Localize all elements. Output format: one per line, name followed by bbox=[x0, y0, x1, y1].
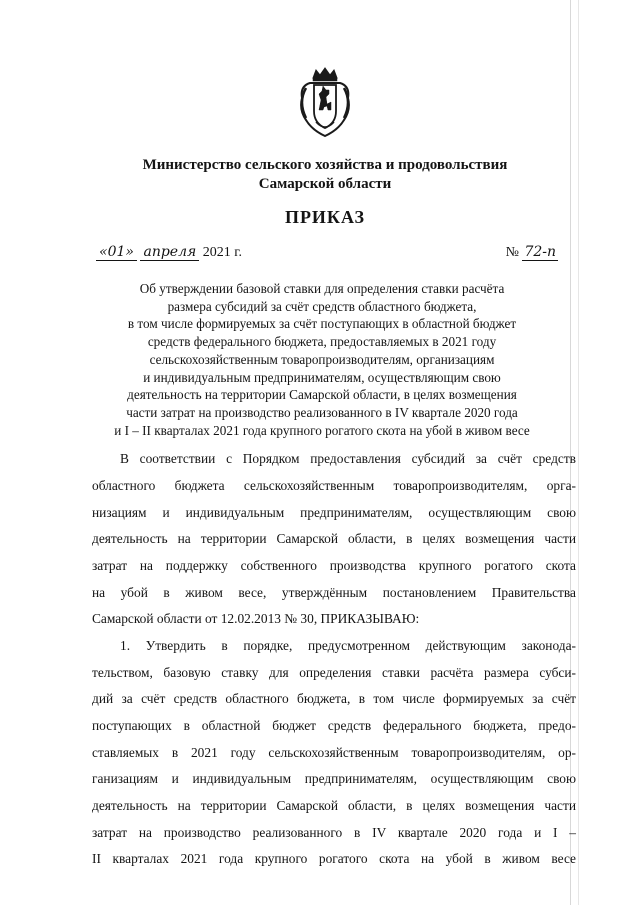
ministry-name bbox=[60, 156, 590, 194]
body-line: поступающих в областной бюджет средств федерального бюджета, предо- bbox=[92, 718, 576, 733]
body-line: 1. Утвердить в порядке, предусмотренном действующим законода- bbox=[120, 638, 576, 653]
body-line: ставляемых в 2021 году сельскохозяйственным товаропроизводителям, ор- bbox=[92, 745, 576, 760]
ministry-line: Самарской области bbox=[258, 176, 392, 192]
subject-line: средств федерального бюджета, предоставляемых в 2021 году bbox=[147, 334, 497, 350]
coat-of-arms-icon bbox=[296, 66, 354, 140]
document-number bbox=[506, 244, 558, 261]
date-quote-open: « bbox=[99, 244, 108, 260]
document-subject bbox=[66, 280, 578, 439]
date-day-value: 01 bbox=[107, 244, 126, 260]
document-date bbox=[96, 244, 242, 261]
body-line: областного бюджета сельскохозяйственным товаропроизводителям, орга- bbox=[92, 478, 576, 493]
body-line: В соответствии с Порядком предоставления субсидий за счёт средств bbox=[120, 451, 576, 466]
number-prefix: № bbox=[505, 245, 519, 260]
body-line: низациям и индивидуальным предпринимателям, осуществляющим свою bbox=[92, 505, 576, 520]
subject-line: и I – II кварталах 2021 года крупного рогатого скота на убой в живом весе bbox=[114, 422, 530, 438]
date-quote-close: » bbox=[125, 244, 134, 260]
scan-edge-line bbox=[578, 0, 579, 905]
date-month: апреля bbox=[140, 244, 199, 261]
date-year: 2021 г. bbox=[202, 245, 242, 260]
body-line: затрат на производство реализованного в IV квартале 2020 года и I – bbox=[92, 825, 576, 840]
subject-line: в том числе формируемых за счёт поступающих в областной бюджет bbox=[127, 316, 517, 332]
ministry-line: Министерство сельского хозяйства и продовольствия bbox=[142, 157, 508, 173]
subject-line: и индивидуальным предпринимателям, осуществляющим свою bbox=[143, 369, 501, 385]
subject-line: размера субсидий за счёт средств областного бюджета, bbox=[167, 298, 477, 314]
body-line: II кварталах 2021 года крупного рогатого скота на убой в живом весе bbox=[92, 851, 576, 866]
body-line: затрат на поддержку собственного производства крупного рогатого скота bbox=[92, 558, 576, 573]
body-line: деятельность на территории Самарской области, в целях возмещения части bbox=[92, 531, 576, 546]
subject-line: деятельность на территории Самарской области, в целях возмещения bbox=[127, 387, 517, 403]
number-value: 72-п bbox=[524, 244, 556, 260]
body-line: ганизациям и индивидуальным предпринимателям, осуществляющим свою bbox=[92, 771, 576, 786]
body-line: тельством, базовую ставку для определения ставки расчёта размера субси- bbox=[92, 665, 576, 680]
subject-line: Об утверждении базовой ставки для определения ставки расчёта bbox=[139, 281, 505, 296]
date-day bbox=[96, 244, 137, 261]
document-type: ПРИКАЗ bbox=[284, 207, 366, 227]
body-line: на убой в живом весе, утверждённым постановлением Правительства bbox=[92, 585, 576, 600]
subject-line: сельскохозяйственным товаропроизводителям, организациям bbox=[149, 351, 495, 367]
body-line: дий за счёт средств областного бюджета, в том числе формируемых за счёт bbox=[92, 691, 576, 706]
subject-line: части затрат на производство реализованного в IV квартале 2020 года bbox=[126, 404, 518, 420]
body-line: Самарской области от 12.02.2013 № 30, ПРИКАЗЫВАЮ: bbox=[92, 611, 420, 626]
body-line: деятельность на территории Самарской области, в целях возмещения части bbox=[92, 798, 576, 813]
